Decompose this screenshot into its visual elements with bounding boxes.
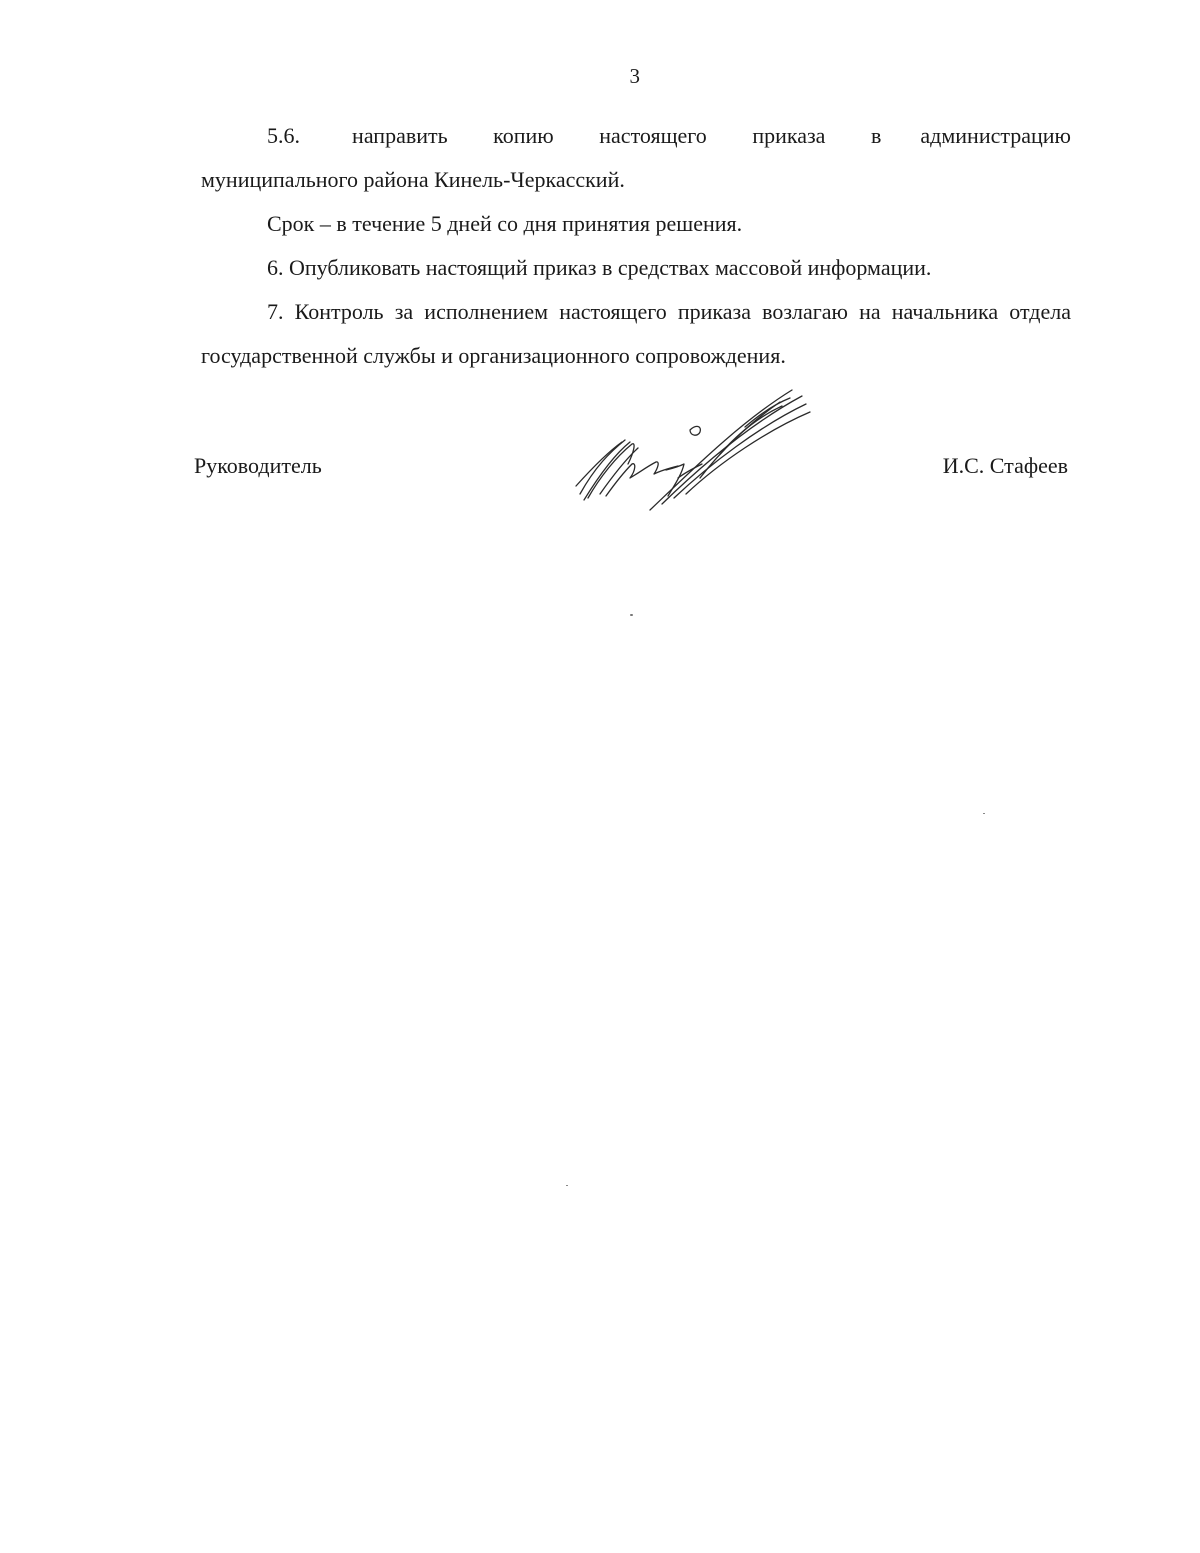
paragraph-deadline: Срок – в течение 5 дней со дня принятия решения.: [267, 211, 743, 236]
scan-speck: [566, 1185, 568, 1186]
document-body: [201, 114, 1071, 378]
page-number: 3: [629, 64, 641, 88]
paragraph-6: 6. Опубликовать настоящий приказ в средствах массовой информации.: [267, 255, 932, 280]
paragraph-7: 7. Контроль за исполнением настоящего приказа возлагаю на начальника отдела государственной службы и организационного сопровождения.: [201, 299, 1071, 368]
handwritten-signature: [570, 382, 820, 517]
scan-speck: [983, 813, 985, 814]
scan-speck: [630, 614, 633, 616]
signatory-name: И.С. Стафеев: [942, 453, 1068, 478]
signatory-title: Руководитель: [194, 453, 322, 478]
paragraph-5-6: 5.6. направить копию настоящего приказа в администрацию муниципального района Кинель-Черкасский.: [201, 123, 1071, 192]
